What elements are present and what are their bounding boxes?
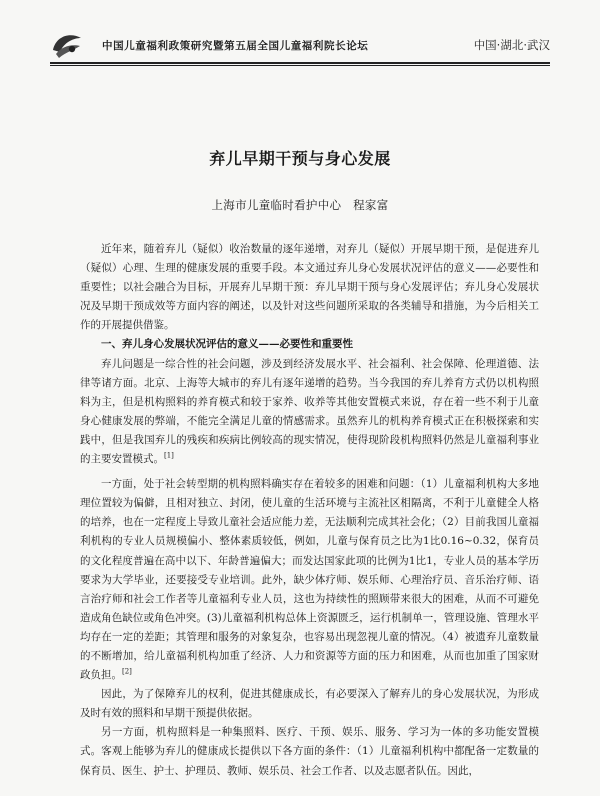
body-paragraph-2: 一方面，处于社会转型期的机构照料确实存在着较多的困难和问题：（1）儿童福利机构大多地理位置较为偏僻，且相对独立、封闭，使儿童的生活环境与主流社区相隔离，不利于儿童健全人格的培养，也在一定程度上导致儿童社会适应能力差，无法顺利完成其社会化；（2）目前我国儿童福利机构的专业人员规模偏小、整体素质较低，例如，儿童与保育员之比为1比0.16~0.32，保育员的文化程度普遍在高中以下、年龄普遍偏大；而发达国家此项的比例为1比1，专业人员的基本学历要求为大学毕业，还要接受专业培训。此外，缺少体疗师、娱乐师、心理治疗员、音乐治疗师、语言治疗师和社会工作者等儿童福利专业人员，这也为持续性的照顾带来很大的困难，从而不可避免造成角色缺位或角色冲突。(3)儿童福利机构总体上资源匮乏，运行机制单一，管理设施、管理水平均存在一定的差距；其管理和服务的对象复杂，也容易出现忽视儿童的情况。（4）被遗弃儿童数量的不断增加，给儿童福利机构加重了经济、人力和资源等方面的压力和困难，从而也加重了国家财政负担。[2] <box>80 478 540 682</box>
forum-logo-icon <box>50 30 84 60</box>
body-paragraph-1: 弃儿问题是一综合性的社会问题，涉及到经济发展水平、社会福利、社会保障、伦理道德、法律等诸方面。北京、上海等大城市的弃儿有逐年递增的趋势。当今我国的弃儿养育方式仍以机构照料为主，但是机构照料的养育模式和较于家养、收养等其他安置模式来说，存在着一些不利于儿童身心健康发展的弊端，不能完全满足儿童的情感需求。虽然弃儿的机构养育模式正在积极探索和实践中，但是我国弃儿的残疾和疾病比例较高的现实情况，使得现阶段机构照料仍然是儿童福利事业的主要安置模式。[1] <box>80 357 539 466</box>
citation-ref-2: [2] <box>122 667 132 676</box>
author-affiliation: 上海市儿童临时看护中心 程家富 <box>211 198 389 212</box>
header-rule-thin <box>50 65 550 66</box>
article-body <box>80 240 539 781</box>
body-paragraph-4: 另一方面，机构照料是一种集照料、医疗、干预、娱乐、服务、学习为一体的多功能安置模式。客观上能够为弃儿的健康成长提供以下各方面的条件：（1）儿童福利机构中都配备一定数量的保育员、医生、护士、护理员、教师、娱乐员、社会工作者、以及志愿者队伍。因此， <box>80 726 539 777</box>
citation-ref-1: [1] <box>164 451 174 460</box>
header-title: 中国儿童福利政策研究暨第五届全国儿童福利院长论坛 <box>102 39 369 52</box>
header-rule-thick <box>50 62 550 64</box>
abstract-paragraph: 近年来，随着弃儿（疑似）收治数量的逐年递增，对弃儿（疑似）开展早期干预，是促进弃儿（疑似）心理、生理的健康发展的重要手段。本文通过弃儿身心发展状况评估的意义——必要性和重要性；以社会融合为目标，开展弃儿早期干预：弃儿早期干预与身心发展评估；弃儿身心发展状况及早期干预成效等方面内容的阐述，以及针对这些问题所采取的各类辅导和措施，为今后相关工作的开展提供借鉴。 <box>80 243 539 332</box>
header-location: 中国·湖北·武汉 <box>473 38 550 52</box>
page-header <box>50 28 550 62</box>
section-heading: 一、弃儿身心发展状况评估的意义——必要性和重要性 <box>101 338 353 351</box>
body-paragraph-3: 因此，为了保障弃儿的权利，促进其健康成长，有必要深入了解弃儿的身心发展状况，为形成及时有效的照料和早期干预提供依据。 <box>80 688 539 720</box>
article-title: 弃儿早期干预与身心发展 <box>209 149 391 168</box>
